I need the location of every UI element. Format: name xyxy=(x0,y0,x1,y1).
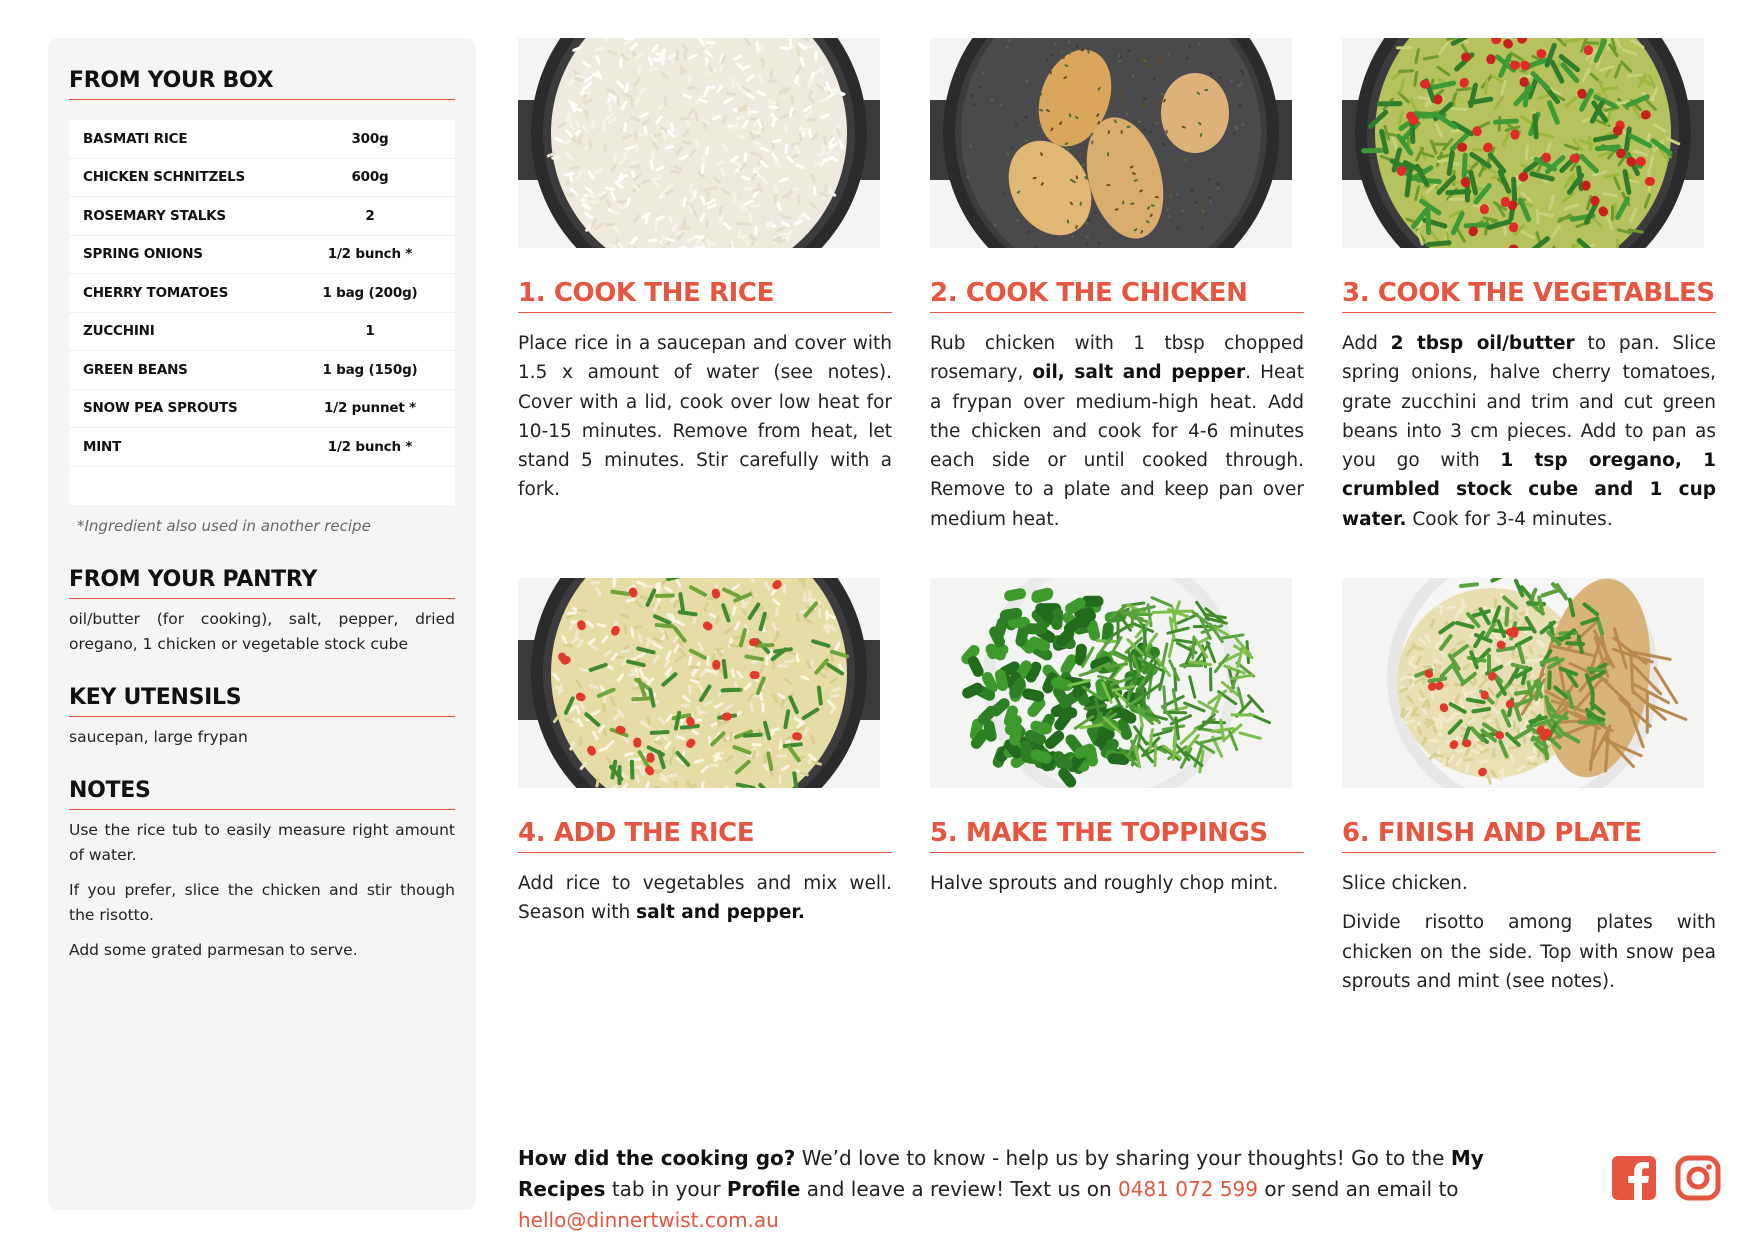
ingredient-row xyxy=(69,390,455,429)
ingredient-row xyxy=(69,197,455,236)
contact-text[interactable]: 0481 072 599 xyxy=(1118,1177,1259,1201)
feedback-message xyxy=(518,1143,1578,1236)
text-segment: Place rice in a saucepan and cover with 1.5 x amount of water (see notes). Cover with a lid, cook over low heat for 10-15 minutes. Remove from heat, let stand 5 minutes. Stir carefully with a fork. xyxy=(518,333,892,501)
text-segment: Halve sprouts and roughly chop mint. xyxy=(930,873,1279,894)
step-6 xyxy=(1342,578,1716,996)
ingredient-row xyxy=(69,428,455,467)
ingredient-name: BASMATI RICE xyxy=(83,130,188,147)
ingredient-quantity: 600g xyxy=(351,169,389,186)
bold-text: How did the cooking go? xyxy=(518,1146,796,1170)
ingredient-row-empty xyxy=(69,467,455,505)
text-segment: or send an email to xyxy=(1258,1177,1459,1201)
text-segment: Add rice to vegetables and mix well. Season with xyxy=(518,873,892,924)
vegetables-in-pan-image xyxy=(1342,38,1704,248)
bold-text: salt and pepper. xyxy=(636,902,805,924)
text-segment: . Heat a frypan over medium-high heat. Add the chicken and cook for 4-6 minutes each side or until cooked through. Remove to a plate and keep pan over medium heat. xyxy=(930,362,1304,530)
step-image xyxy=(930,38,1292,248)
step-title: 1. COOK THE RICE xyxy=(518,278,892,313)
step-instructions xyxy=(518,869,892,928)
step-instructions xyxy=(1342,869,1716,898)
step-instructions xyxy=(930,869,1304,898)
rice-in-pan-image xyxy=(518,38,880,248)
step-4 xyxy=(518,578,892,928)
facebook-icon[interactable] xyxy=(1611,1155,1657,1201)
ingredient-row xyxy=(69,274,455,313)
plated-dish-image xyxy=(1342,578,1704,788)
step-instructions xyxy=(518,329,892,505)
ingredient-name: CHERRY TOMATOES xyxy=(83,284,229,301)
text-segment: Slice chicken. xyxy=(1342,873,1468,894)
step-instructions xyxy=(930,329,1304,534)
notes-heading: NOTES xyxy=(69,778,455,810)
pantry-text: oil/butter (for cooking), salt, pepper, dried oregano, 1 chicken or vegetable stock cube xyxy=(69,609,455,653)
ingredient-name: ROSEMARY STALKS xyxy=(83,207,226,224)
ingredient-quantity: 1 bag (150g) xyxy=(322,361,418,378)
ingredients-sidebar xyxy=(48,38,476,1210)
instagram-icon[interactable] xyxy=(1675,1155,1721,1201)
text-segment: to pan. Slice spring onions, halve cherry tomatoes, grate zucchini and trim and cut green beans into 3 cm pieces. Add to pan as you go with xyxy=(1342,333,1716,472)
ingredient-quantity: 1/2 punnet * xyxy=(324,400,416,417)
text-segment: Cook for 3-4 minutes. xyxy=(1406,508,1613,530)
ingredient-name: ZUCCHINI xyxy=(83,323,155,340)
step-title: 5. MAKE THE TOPPINGS xyxy=(930,818,1304,853)
step-2 xyxy=(930,38,1304,534)
ingredients-table xyxy=(69,120,455,505)
step-title: 2. COOK THE CHICKEN xyxy=(930,278,1304,313)
step-image xyxy=(518,38,880,248)
text-segment: tab in your xyxy=(605,1177,727,1201)
step-image xyxy=(930,578,1292,788)
ingredient-quantity: 300g xyxy=(351,130,389,147)
text-segment: Divide risotto among plates with chicken on the side. Top with snow pea sprouts and mint (see notes). xyxy=(1342,912,1716,992)
ingredient-quantity: 1/2 bunch * xyxy=(327,438,413,455)
text-segment: We’d love to know - help us by sharing your thoughts! Go to the xyxy=(795,1146,1451,1170)
ingredient-quantity: 1 xyxy=(365,323,375,340)
step-5 xyxy=(930,578,1304,898)
step-image xyxy=(1342,38,1704,248)
risotto-in-pan-image xyxy=(518,578,880,788)
step-instructions xyxy=(1342,329,1716,534)
from-your-pantry-heading: FROM YOUR PANTRY xyxy=(69,567,455,599)
note-3: Add some grated parmesan to serve. xyxy=(69,940,358,959)
bold-text: 2 tbsp oil/butter xyxy=(1390,333,1575,354)
note-2: If you prefer, slice the chicken and stir though the risotto. xyxy=(69,880,455,924)
bold-text: My Recipes xyxy=(518,1146,1484,1201)
ingredient-name: GREEN BEANS xyxy=(83,361,188,378)
ingredient-name: SPRING ONIONS xyxy=(83,246,203,263)
bold-text: Profile xyxy=(726,1177,801,1201)
bold-text: oil, salt and pepper xyxy=(1032,362,1246,384)
text-segment: Add xyxy=(1342,333,1391,354)
step-image xyxy=(1342,578,1704,788)
step-instructions xyxy=(1342,908,1716,996)
step-1 xyxy=(518,38,892,505)
bold-text: 1 tsp oregano, 1 crumbled stock cube and 1 cup water. xyxy=(1342,450,1716,530)
ingredient-row xyxy=(69,313,455,352)
ingredient-row xyxy=(69,236,455,275)
step-3 xyxy=(1342,38,1716,534)
ingredient-quantity: 2 xyxy=(365,207,375,224)
text-segment: and leave a review! Text us on xyxy=(800,1177,1119,1201)
note-1: Use the rice tub to easily measure right amount of water. xyxy=(69,820,455,864)
utensils-text: saucepan, large frypan xyxy=(69,727,248,746)
step-image xyxy=(518,578,880,788)
ingredient-row xyxy=(69,120,455,159)
ingredient-name: SNOW PEA SPROUTS xyxy=(83,400,238,417)
contact-text[interactable]: hello@dinnertwist.com.au xyxy=(518,1208,779,1232)
ingredient-name: CHICKEN SCHNITZELS xyxy=(83,169,246,186)
ingredient-quantity: 1 bag (200g) xyxy=(322,284,418,301)
step-title: 4. ADD THE RICE xyxy=(518,818,892,853)
step-title: 6. FINISH AND PLATE xyxy=(1342,818,1716,853)
step-title: 3. COOK THE VEGETABLES xyxy=(1342,278,1716,313)
ingredient-row xyxy=(69,351,455,390)
ingredient-row xyxy=(69,159,455,198)
from-your-box-heading: FROM YOUR BOX xyxy=(69,68,455,100)
key-utensils-heading: KEY UTENSILS xyxy=(69,685,455,717)
chicken-in-pan-image xyxy=(930,38,1292,248)
ingredient-footnote: *Ingredient also used in another recipe xyxy=(77,516,371,535)
herbs-on-plate-image xyxy=(930,578,1292,788)
text-segment: Rub chicken with 1 tbsp chopped rosemary, xyxy=(930,333,1304,384)
ingredient-quantity: 1/2 bunch * xyxy=(327,246,413,263)
ingredient-name: MINT xyxy=(83,438,122,455)
